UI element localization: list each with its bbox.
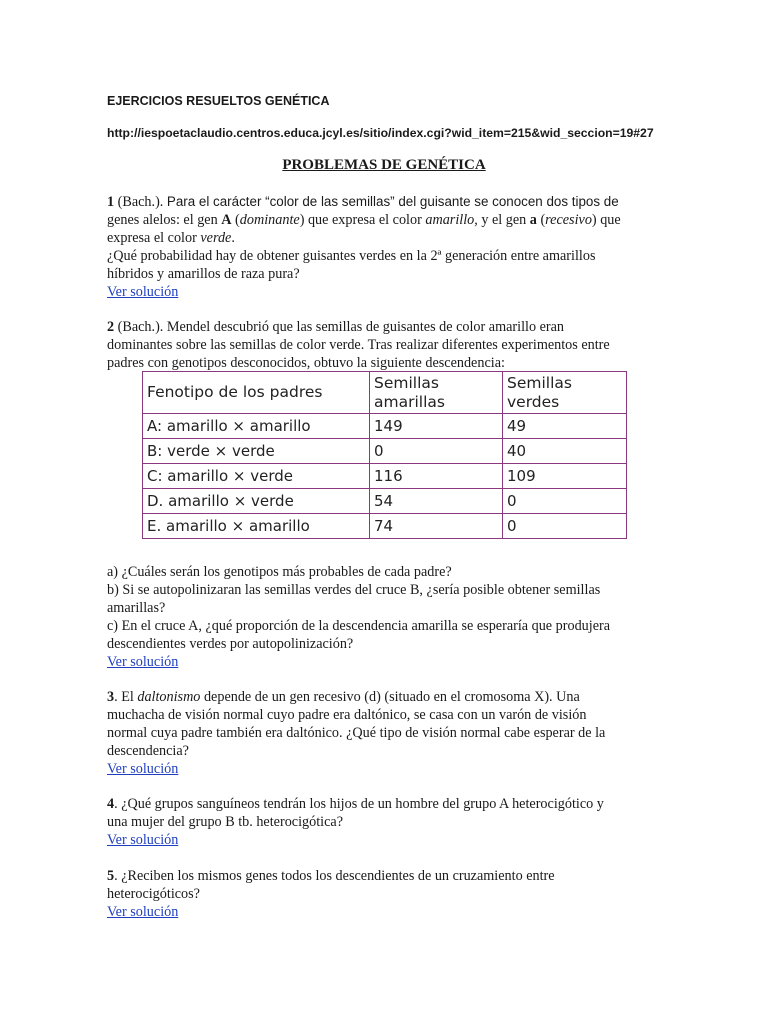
table-row — [143, 439, 627, 464]
solution-link-2[interactable]: Ver solución — [107, 654, 179, 670]
document-header-title: EJERCICIOS RESUELTOS GENÉTICA — [107, 94, 330, 108]
cell-green: 49 — [503, 414, 627, 439]
problem-1-text-sans: Para el carácter “color de las semillas” del guisante se conocen dos tipos de — [166, 194, 619, 209]
text-span: (Bach.). Mendel descubrió que las semillas de guisantes de color amarillo eran — [114, 319, 565, 335]
problem-3-number: 3 — [107, 689, 115, 705]
text-span: expresa el color — [107, 230, 201, 246]
problem-1-line-4: ¿Qué probabilidad hay de obtener guisantes verdes en la 2ª generación entre amarillos — [107, 248, 596, 264]
text-span: . El — [114, 689, 138, 705]
problem-1 — [107, 193, 667, 301]
question-c-line-1: c) En el cruce A, ¿qué proporción de la descendencia amarilla se esperaría que produjera — [107, 618, 611, 634]
results-table — [142, 371, 627, 539]
cell-yellow: 116 — [370, 464, 503, 489]
table-row — [143, 414, 627, 439]
gene-recessive-symbol: a — [529, 212, 537, 228]
text-span: depende de un gen recesivo (d) (situado en el cromosoma X). Una — [200, 689, 580, 705]
term-recesivo: recesivo — [545, 212, 592, 228]
term-daltonismo: daltonismo — [137, 689, 201, 705]
cell-yellow: 149 — [370, 414, 503, 439]
question-b-line-1: b) Si se autopolinizaran las semillas verdes del cruce B, ¿sería posible obtener semillas — [107, 582, 601, 598]
solution-link-4[interactable]: Ver solución — [107, 832, 179, 848]
cell-parents: B: verde × verde — [143, 439, 370, 464]
problem-5-line-2: heterocigóticos? — [107, 886, 200, 902]
text-span: genes alelos: el gen — [107, 212, 222, 228]
source-url: http://iespoetaclaudio.centros.educa.jcyl.es/sitio/index.cgi?wid_item=215&wid_seccion=19#27 — [107, 126, 654, 140]
term-amarillo: amarillo — [425, 212, 475, 228]
text-span: ( — [536, 212, 546, 228]
text-span: , y el gen — [474, 212, 530, 228]
problem-2-line-2: dominantes sobre las semillas de color verde. Tras realizar diferentes experimentos entre — [107, 337, 610, 353]
solution-link-3[interactable]: Ver solución — [107, 761, 179, 777]
problem-2-number: 2 — [107, 319, 115, 335]
problem-1-number: 1 — [107, 194, 115, 210]
header-text: verdes — [507, 392, 560, 411]
problem-3-line-2: muchacha de visión normal cuyo padre era daltónico, se casa con un varón de visión — [107, 707, 587, 723]
cell-parents: C: amarillo × verde — [143, 464, 370, 489]
problem-3 — [107, 688, 667, 778]
cell-parents: E. amarillo × amarillo — [143, 514, 370, 539]
cell-green: 0 — [503, 514, 627, 539]
problem-5 — [107, 867, 667, 921]
cell-green: 0 — [503, 489, 627, 514]
cell-yellow: 54 — [370, 489, 503, 514]
term-verde: verde — [200, 230, 232, 246]
text-span: ( — [231, 212, 240, 228]
problem-1-line-2 — [107, 211, 667, 229]
problem-4 — [107, 795, 667, 849]
problem-4-line-1 — [107, 795, 667, 813]
problem-1-level: (Bach.). — [114, 194, 167, 210]
header-text: amarillas — [374, 392, 445, 411]
problem-2-line-1 — [107, 318, 667, 336]
text-span: . ¿Reciben los mismos genes todos los descendientes de un cruzamiento entre — [114, 868, 555, 884]
text-span: . ¿Qué grupos sanguíneos tendrán los hijos de un hombre del grupo A heterocigótico y — [114, 796, 604, 812]
problem-5-line-1 — [107, 867, 667, 885]
problem-2-line-3: padres con genotipos desconocidos, obtuvo la siguiente descendencia: — [107, 355, 505, 371]
cell-green: 109 — [503, 464, 627, 489]
text-span: ) que expresa el color — [299, 212, 426, 228]
text-span: ) que — [591, 212, 621, 228]
cell-yellow: 0 — [370, 439, 503, 464]
cell-parents: A: amarillo × amarillo — [143, 414, 370, 439]
text-span: . — [231, 230, 235, 246]
header-fenotipo: Fenotipo de los padres — [143, 372, 370, 414]
table-row — [143, 489, 627, 514]
problem-3-line-4: descendencia? — [107, 743, 189, 759]
header-semillas-amarillas — [370, 372, 503, 414]
problem-4-number: 4 — [107, 796, 115, 812]
problem-1-line-3 — [107, 229, 667, 247]
gene-dominant-symbol: A — [221, 212, 232, 228]
question-b-line-2: amarillas? — [107, 600, 166, 616]
header-text: Semillas — [507, 373, 572, 392]
table-header-row — [143, 372, 627, 414]
header-semillas-verdes — [503, 372, 627, 414]
problem-1-line-5: híbridos y amarillos de raza pura? — [107, 266, 300, 282]
cell-green: 40 — [503, 439, 627, 464]
solution-link-5[interactable]: Ver solución — [107, 904, 179, 920]
page-title: PROBLEMAS DE GENÉTICA — [282, 157, 486, 173]
header-text: Semillas — [374, 373, 439, 392]
cell-parents: D. amarillo × verde — [143, 489, 370, 514]
problem-3-line-1 — [107, 688, 667, 706]
problem-2 — [107, 318, 667, 372]
table-row — [143, 464, 627, 489]
problem-1-line-1 — [107, 193, 667, 211]
problem-5-number: 5 — [107, 868, 115, 884]
table-row — [143, 514, 627, 539]
problem-4-line-2: una mujer del grupo B tb. heterocigótica? — [107, 814, 343, 830]
question-a: a) ¿Cuáles serán los genotipos más probables de cada padre? — [107, 564, 452, 580]
question-c-line-2: descendientes verdes por autopolinización? — [107, 636, 354, 652]
problem-2-questions — [107, 563, 667, 671]
solution-link-1[interactable]: Ver solución — [107, 284, 179, 300]
term-dominante: dominante — [239, 212, 300, 228]
problem-3-line-3: normal cuya padre también era daltónico. ¿Qué tipo de visión normal cabe esperar de la — [107, 725, 606, 741]
cell-yellow: 74 — [370, 514, 503, 539]
